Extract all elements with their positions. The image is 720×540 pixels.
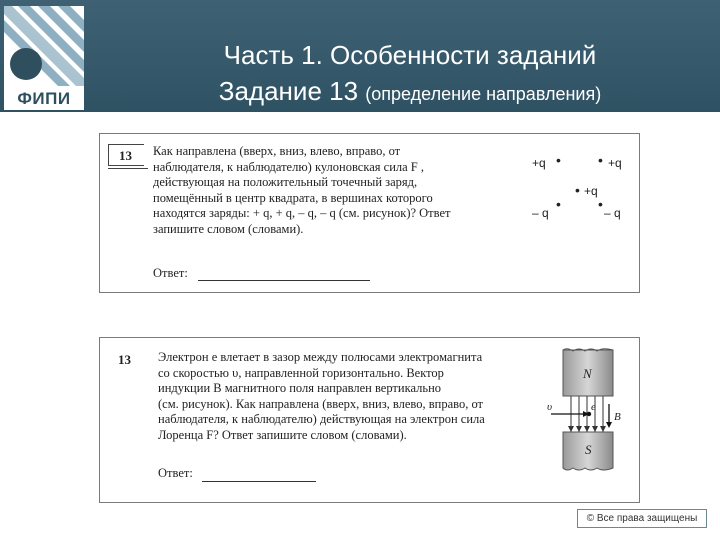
task1-line: находятся заряды: + q, + q, – q, – q (см. рисунок)? Ответ <box>153 206 451 220</box>
task1-answer-label: Ответ: <box>153 266 188 280</box>
task1-line: помещённый в центр квадрата, в вершинах которого <box>153 190 433 205</box>
task2-line: Электрон е влетает в зазор между полюсами электромагнита <box>158 350 483 364</box>
header-band <box>0 0 720 112</box>
south-label: S <box>585 442 592 457</box>
task2-line: (см. рисунок). Как направлена (вверх, вниз, влево, вправо, от <box>158 396 483 411</box>
task2-number: 13 <box>118 352 131 367</box>
north-label: N <box>583 366 592 381</box>
task2-text <box>158 350 536 443</box>
task2-line: индукции B магнитного поля направлен вертикально <box>158 381 442 395</box>
task2-line: со скоростью υ, направленной горизонтально. Вектор <box>158 365 444 380</box>
task2-line: Лоренца F? Ответ запишите словом (словами). <box>158 427 407 442</box>
charge-dot: • <box>598 152 603 168</box>
copyright-badge: © Все права защищены <box>577 509 707 528</box>
task1-text <box>153 144 473 237</box>
charge-dot: • <box>556 152 561 168</box>
velocity-label: υ <box>547 401 553 413</box>
slide-title-subtitle: (определение направления) <box>365 84 602 104</box>
charge-dot: • <box>575 182 580 198</box>
charge-top-right: +q <box>608 156 622 170</box>
task2-answer-line[interactable] <box>202 481 316 482</box>
task1-line: запишите словом (словами). <box>153 221 304 236</box>
task1-number-underline <box>108 168 148 169</box>
task1-line: наблюдателя, к наблюдателю) кулоновская сила F , <box>153 159 425 174</box>
task1-line: Как направлена (вверх, вниз, влево, вправо, от <box>153 144 401 158</box>
task1-answer-line[interactable] <box>198 280 370 281</box>
electron-label: e <box>591 401 596 413</box>
task2-answer-label: Ответ: <box>158 466 193 480</box>
task2-line: наблюдателя, к наблюдателю) действующая на электрон сила <box>158 412 485 426</box>
task1-panel <box>99 133 640 293</box>
charge-bottom-right: – q <box>604 206 621 220</box>
charge-dot: • <box>556 196 561 212</box>
charge-bottom-left: – q <box>532 206 549 220</box>
slide-title-main: Задание 13 <box>218 76 359 106</box>
fipi-logo <box>4 6 84 110</box>
slide-title-line2 <box>160 76 660 107</box>
task2-panel <box>99 337 640 503</box>
charge-center: +q <box>584 184 598 198</box>
electromagnet-figure <box>547 348 631 472</box>
slide-title-line1: Часть 1. Особенности заданий <box>223 40 597 70</box>
field-label: B <box>614 411 621 423</box>
charge-top-left: +q <box>532 156 546 170</box>
charge-dot: • <box>598 196 603 212</box>
task1-number: 13 <box>108 144 144 166</box>
task1-line: действующая на положительный точечный заряд, <box>153 175 418 189</box>
fipi-logo-icon <box>4 6 84 86</box>
logo-text: ФИПИ <box>17 89 71 108</box>
